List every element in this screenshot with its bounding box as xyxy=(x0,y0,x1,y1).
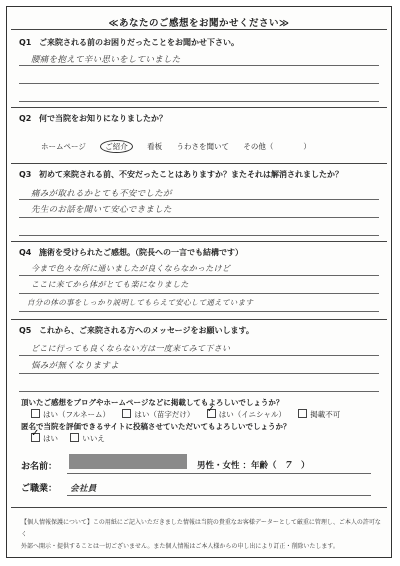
age-close: ） xyxy=(300,461,310,471)
q2-option-signboard[interactable]: 看板 xyxy=(147,142,163,151)
notice-divider xyxy=(11,507,387,508)
privacy-notice xyxy=(21,517,381,553)
age-value[interactable]: 7 xyxy=(285,461,292,471)
q5-answer-1: どこに行っても良くならない方は一度来てみて下さい xyxy=(31,344,231,353)
q3-line-1 xyxy=(19,199,379,200)
q2-text: 何で当院をお知りになりましたか？ xyxy=(39,114,167,123)
q1-text: ご来院される前のお困りだったことをお聞かせ下さい。 xyxy=(39,38,239,47)
q1-question xyxy=(19,37,239,48)
q2-option-other-close: ） xyxy=(303,142,311,151)
review-yes-checkbox[interactable] xyxy=(31,433,40,442)
job-underline xyxy=(67,495,371,496)
q3-divider xyxy=(11,241,387,242)
consent-surname-label: はい（苗字だけ） xyxy=(134,410,195,419)
survey-header: ≪あなたのご感想をお聞かせください≫ xyxy=(108,18,290,29)
q3-line-3 xyxy=(19,235,379,236)
q4-answer-1: 今まで色々な所に通いましたが良くならなかったけど xyxy=(31,264,231,273)
q2-divider xyxy=(11,163,387,164)
name-redacted-field xyxy=(69,454,187,469)
q2-option-rumor[interactable]: うわさを聞いて xyxy=(176,142,230,151)
q2-option-homepage[interactable]: ホームページ xyxy=(41,142,86,151)
consent-initial-label: はい（イニシャル） xyxy=(218,410,286,419)
q5-question xyxy=(19,325,254,336)
name-label: お名前： xyxy=(21,462,58,472)
q1-line-1 xyxy=(19,65,379,66)
q2-options xyxy=(41,141,323,152)
q3-line-2 xyxy=(19,217,379,218)
consent-options-2 xyxy=(31,433,115,444)
consent-fullname-checkbox[interactable] xyxy=(31,409,40,418)
q2-option-referral[interactable]: ご紹介 xyxy=(100,140,133,153)
q4-line-2 xyxy=(19,293,379,294)
job-value[interactable]: 会社員 xyxy=(70,484,97,494)
gender-age-label: 男性・女性 ：年齢（ xyxy=(197,461,277,471)
consent-initial-checkbox[interactable] xyxy=(207,409,216,418)
job-label: ご職業： xyxy=(21,484,58,494)
review-no-label: いいえ xyxy=(82,434,105,443)
consent-decline-label: 掲載不可 xyxy=(310,410,341,419)
consent-options xyxy=(31,409,350,420)
consent-surname-checkbox[interactable] xyxy=(122,409,131,418)
q4-divider xyxy=(11,319,387,320)
q2-option-other[interactable]: その他（ xyxy=(243,142,274,151)
q1-line-2 xyxy=(19,83,379,84)
q3-text: 初めて来院される前、不安だったことはありますか？またそれは解消されましたか？ xyxy=(39,170,343,179)
consent-decline-checkbox[interactable] xyxy=(298,409,307,418)
header-divider xyxy=(11,29,387,30)
q3-question xyxy=(19,169,343,180)
privacy-notice-line-2: 外部へ開示・提供することは一切ございません。また個人情報はご本人様からの申し出により訂正・削除いたします。 xyxy=(21,543,339,550)
q5-text: これから、ご来院される方へのメッセージをお願いします。 xyxy=(39,326,254,335)
q4-line-3 xyxy=(19,311,379,312)
review-no-checkbox[interactable] xyxy=(70,433,79,442)
q5-number: Q5 xyxy=(19,326,32,335)
q3-answer-1: 痛みが取れるかとても不安でしたが xyxy=(31,189,172,199)
consent-question-2: 匿名で当院を評価できるサイトに投稿させていただいてもよろしいでしょうか？ xyxy=(21,422,291,431)
consent-question: 頂いたご感想をブログやホームページなどに掲載してもよろしいでしょうか？ xyxy=(21,398,284,407)
review-yes-label: はい xyxy=(43,434,58,443)
q5-line-2 xyxy=(19,373,379,374)
q2-question xyxy=(19,113,167,124)
name-underline xyxy=(67,473,371,474)
q4-answer-2: ここに来てから体がとても楽になりました xyxy=(31,280,189,289)
gender-age-field xyxy=(197,459,309,471)
consent-fullname-label: はい（フルネーム） xyxy=(43,410,110,419)
q4-answer-3: 自分の体の事をしっかり説明してもらえて安心して通えています xyxy=(27,298,254,307)
q1-answer: 腰痛を抱えて辛い思いをしていました xyxy=(31,55,181,65)
survey-sheet xyxy=(6,6,392,558)
job-field xyxy=(21,481,97,494)
q2-number: Q2 xyxy=(19,114,32,123)
privacy-notice-line-1: 【個人情報保護について】この用紙にご記入いただきました情報は当院の貴重なお客様データーとして厳重に管理し、ご本人の許可なく xyxy=(21,519,381,538)
q4-number: Q4 xyxy=(19,248,32,257)
q3-answer-2: 先生のお話を聞いて安心できました xyxy=(31,205,172,215)
q1-number: Q1 xyxy=(19,38,32,47)
q5-answer-2: 悩みが無くなりますよ xyxy=(31,361,120,371)
q5-line-3 xyxy=(19,391,379,392)
q1-line-3 xyxy=(19,101,379,102)
q3-number: Q3 xyxy=(19,170,32,179)
q4-text: 施術を受けられたご感想。（院長への一言でも結構です） xyxy=(39,248,243,257)
q4-question xyxy=(19,247,243,258)
q4-line-1 xyxy=(19,275,379,276)
q1-divider xyxy=(11,107,387,108)
q5-line-1 xyxy=(19,355,379,356)
